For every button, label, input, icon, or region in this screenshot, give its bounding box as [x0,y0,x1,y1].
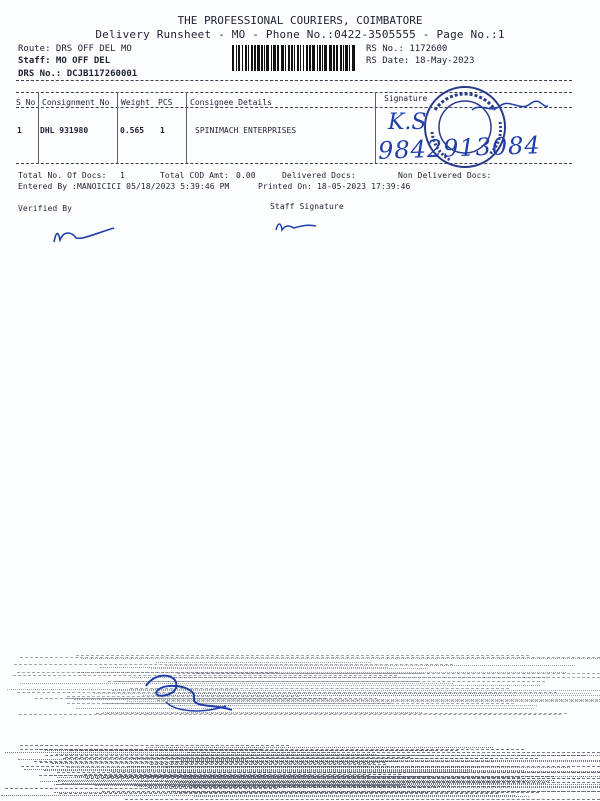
cell-sno: 1 [17,126,22,135]
rs-date: RS Date: 18-May-2023 [366,56,475,66]
col-divider [38,92,39,163]
runsheet-title: Delivery Runsheet - MO - Phone No.:0422-3505555 - Page No.:1 [95,28,505,41]
cell-weight: 0.565 [120,126,145,135]
total-cod-value: 0.00 [236,171,256,180]
scan-noise-band [0,655,600,715]
barcode [232,45,358,71]
total-docs-value: 1 [120,171,125,180]
handwritten-name: K.S [388,110,427,135]
col-header-weight: Weight [121,98,150,107]
total-docs-label: Total No. Of Docs: [18,171,107,180]
printed-on: Printed On: 18-05-2023 17:39:46 [258,182,411,191]
non-delivered-docs-label: Non Delivered Docs: [398,171,492,180]
col-divider [186,92,187,163]
col-header-signature: Signature [384,94,428,103]
table-top-rule [16,80,572,81]
verifier-signature [50,224,120,248]
staff-signature-label: Staff Signature [270,202,344,211]
cell-consignee: SPINIMACH ENTERPRISES [195,126,297,135]
staff-label: Staff: MO OFF DEL [18,56,111,66]
col-divider [117,92,118,163]
verified-by-label: Verified By [18,204,73,213]
bottom-scribble [136,668,246,718]
col-header-pcs: PCS [158,98,173,107]
drs-number: DRS No.: DCJB117260001 [18,69,138,79]
cell-consignment: DHL 931980 [40,126,89,135]
col-header-consignment: Consignment No [42,98,110,107]
staff-signature [272,218,322,236]
col-divider [375,92,376,163]
signature-scribble [470,98,550,118]
scan-noise-band-lower [0,745,600,800]
rs-number: RS No.: 1172600 [366,44,448,54]
delivered-docs-label: Delivered Docs: [282,171,356,180]
route-label: Route: DRS OFF DEL MO [18,44,132,54]
col-header-sno: S No [16,98,36,107]
entered-by: Entered By :MANOICICI 05/18/2023 5:39:46 PM [18,182,230,191]
total-cod-label: Total COD Amt: [160,171,229,180]
col-header-consignee: Consignee Details [190,98,272,107]
company-title: THE PROFESSIONAL COURIERS, COIMBATORE [177,14,423,27]
cell-pcs: 1 [160,126,165,135]
handwritten-phone: 9842913084 [377,131,542,165]
